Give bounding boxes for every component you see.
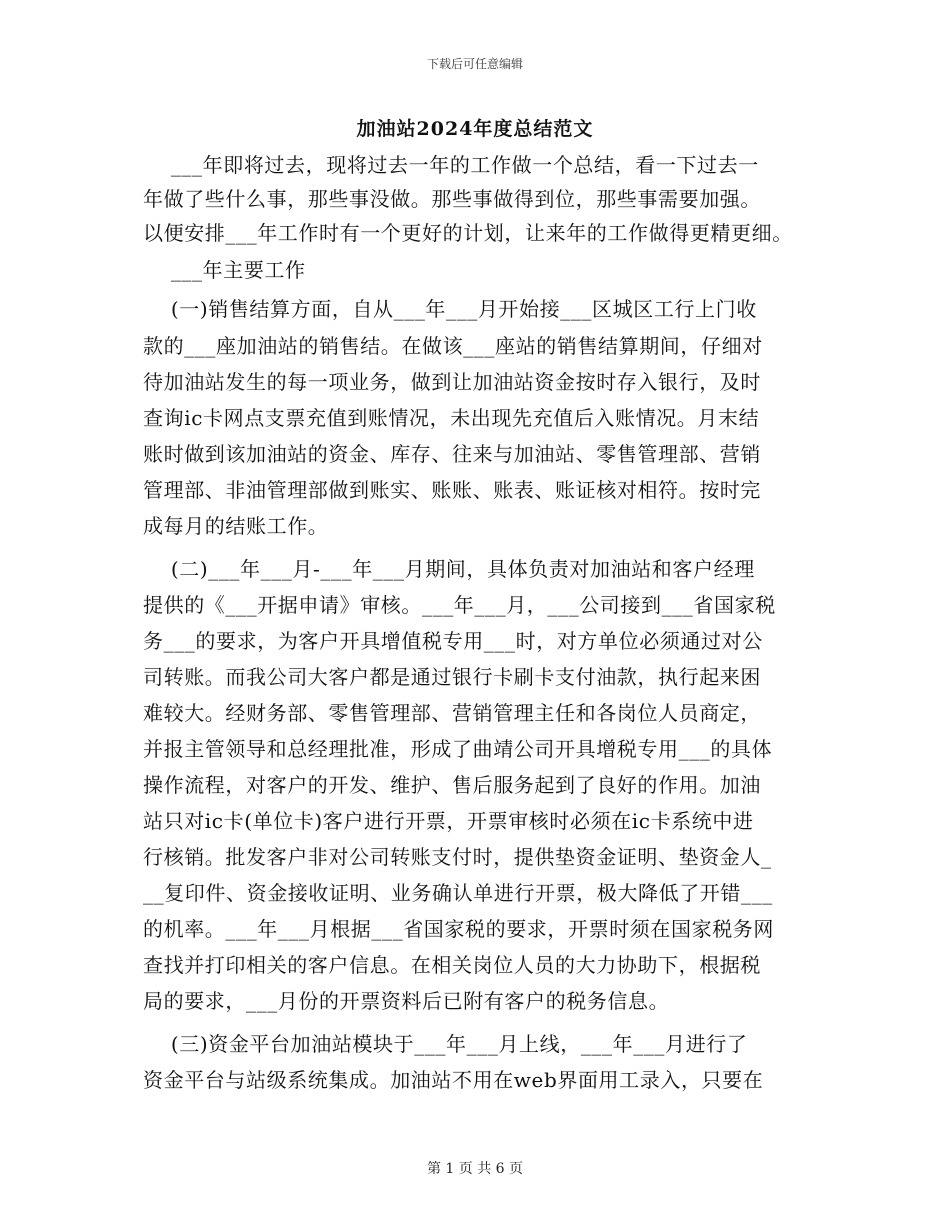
body-line: 年做了些什么事，那些事没做。那些事做得到位，那些事需要加强。 bbox=[143, 187, 761, 211]
body-line: 并报主管领导和总经理批准，形成了曲靖公司开具增税专用___的具体 bbox=[143, 737, 773, 761]
body-line: 查找并打印相关的客户信息。在相关岗位人员的大力协助下，根据税 bbox=[143, 953, 761, 977]
body-line: 的机率。___年___月根据___省国家税的要求，开票时须在国家税务网 bbox=[143, 917, 774, 941]
body-line: 务___的要求，为客户开具增值税专用___时，对方单位必须通过对公 bbox=[143, 629, 763, 653]
body-line: 待加油站发生的每一项业务，做到让加油站资金按时存入银行，及时 bbox=[143, 370, 761, 394]
body-line: 款的___座加油站的销售结。在做该___座站的销售结算期间，仔细对 bbox=[143, 334, 763, 358]
body-line: 难较大。经财务部、零售管理部、营销管理主任和各岗位人员商定， bbox=[143, 701, 761, 725]
document-title: 加油站2024年度总结范文 bbox=[356, 118, 594, 140]
body-line: 管理部、非油管理部做到账实、账账、账表、账证核对相符。按时完 bbox=[143, 478, 761, 502]
header-note: 下载后可任意编辑 bbox=[426, 57, 523, 71]
body-line: 成每月的结账工作。 bbox=[143, 514, 329, 538]
page-number: 第 1 页 共 6 页 bbox=[426, 1161, 524, 1177]
body-line: 查询ic卡网点支票充值到账情况，未出现先充值后入账情况。月末结 bbox=[143, 406, 760, 430]
body-line: 提供的《___开据申请》审核。___年___月，___公司接到___省国家税 bbox=[143, 593, 776, 617]
body-line: (二)___年___月-___年___月期间，具体负责对加油站和客户经理 bbox=[143, 557, 755, 581]
body-line: 操作流程，对客户的开发、维护、售后服务起到了良好的作用。加油 bbox=[143, 773, 761, 797]
body-line: 站只对ic卡(单位卡)客户进行开票，开票审核时必须在ic卡系统中进 bbox=[143, 809, 754, 833]
body-line: __复印件、资金接收证明、业务确认单进行开票，极大降低了开错___ bbox=[143, 881, 773, 905]
body-line: 资金平台与站级系统集成。加油站不用在web界面用工录入，只要在 bbox=[143, 1068, 764, 1092]
body-line: ___年即将过去，现将过去一年的工作做一个总结，看一下过去一 bbox=[143, 153, 759, 177]
body-line: 账时做到该加油站的资金、库存、往来与加油站、零售管理部、营销 bbox=[143, 442, 761, 466]
body-line: 局的要求，___月份的开票资料后已附有客户的税务信息。 bbox=[143, 989, 670, 1013]
body-line: 行核销。批发客户非对公司转账支付时，提供垫资金证明、垫资金人_ bbox=[143, 845, 772, 869]
body-line: 以便安排___年工作时有一个更好的计划，让来年的工作做得更精更细。 bbox=[143, 221, 793, 245]
body-line: ___年主要工作 bbox=[143, 258, 306, 282]
body-line: (一)销售结算方面，自从___年___月开始接___区城区工行上门收 bbox=[143, 297, 757, 321]
body-line: 司转账。而我公司大客户都是通过银行卡刷卡支付油款，执行起来困 bbox=[143, 665, 761, 689]
body-line: (三)资金平台加油站模块于___年___月上线，___年___月进行了 bbox=[143, 1032, 748, 1056]
